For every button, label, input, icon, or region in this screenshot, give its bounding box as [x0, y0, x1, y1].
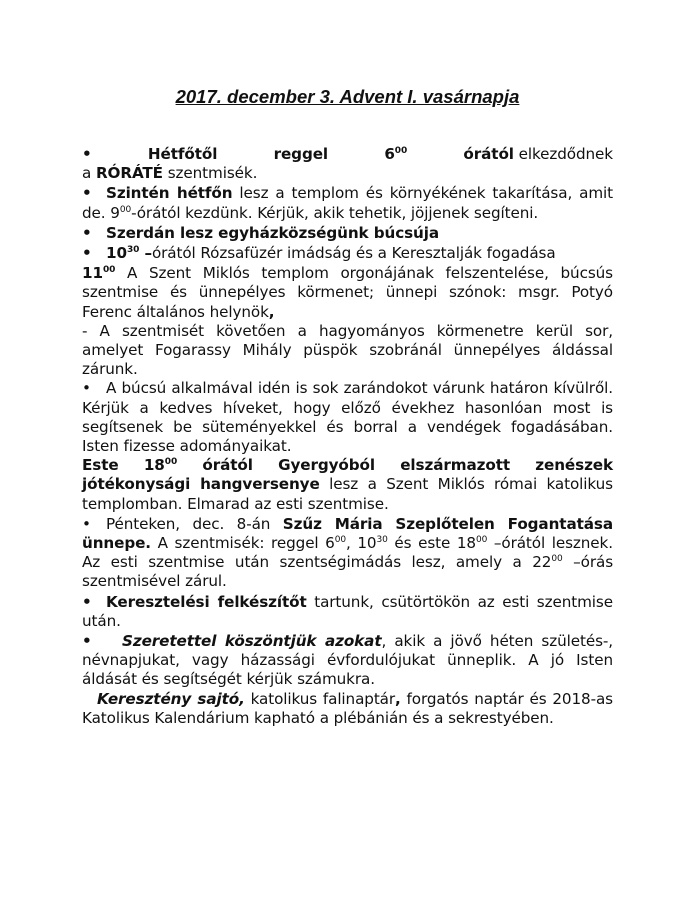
item-rosary: • $10^{30}$ –órától Rózsafüzér imádság és a Keresztalják fogadása — [82, 244, 556, 263]
item-monday-rorate — [82, 145, 613, 183]
item-greetings: • Szeretettel köszöntjük azokat, akik a jövő héten születés-, névnapjukat, vagy házassági évfordulójukat ünneplik. A jó Isten áldását és segítségét kérjük számukra. — [82, 632, 613, 689]
monday-rorate-line2: a RÓRÁTÉ szentmisék. — [82, 164, 258, 183]
item-pilgrims: • A búcsú alkalmával idén is sok zarándokot várunk határon kívülről. Kérjük a kedves híveket, hogy előző évekhez hasonlóan most is segítsenek be süteményekkel és borral a vendégek fogadásában. Isten fizesse adományaikat. — [82, 379, 613, 456]
item-monday-cleaning: • Szintén hétfőn lesz a templom és környékének takarítása, amit de. $9^{00}$-órától kezdünk. Kérjük, akik tehetik, jöjjenek segíteni. — [82, 184, 613, 222]
item-wednesday: • Szerdán lesz egyházközségünk búcsúja — [82, 223, 440, 242]
bullet-icon: • — [82, 514, 91, 533]
page-title: 2017. december 3. Advent I. vasárnapja — [175, 86, 520, 107]
bullet-icon: • — [82, 244, 92, 263]
item-organ: $11^{00}$ A Szent Miklós templom orgonájának felszentelése, búcsús szentmise és ünnepélyes körmenet; ünnepi szónok: msgr. Potyó Ferenc általános helynök, — [82, 264, 613, 321]
item-press: Keresztény sajtó, katolikus falinaptár, forgatós naptár és 2018-as Katolikus Kalendárium kapható a plébánián és a sekrestyében. — [82, 689, 613, 727]
item-friday: • Pénteken, dec. 8-án Szűz Mária Szeplőtelen Fogantatása ünnepe. A szentmisék: reggel $6^{00}$, $10^{30}$ és este $18^{00}$ –órától lesznek. Az esti szentmise után szentségimádás lesz, amely a $22^{00}$ –órás szentmisével zárul. — [82, 514, 614, 591]
item-procession: - A szentmisét követően a hagyományos körmenetre kerül sor, amelyet Fogarassy Mihály püspök szobránál ünnepélyes áldással zárunk. — [82, 321, 613, 379]
monday-rorate-line1 — [82, 145, 613, 164]
text-hetfotol: Hétfőtől — [147, 145, 218, 163]
text-hour: $6^{00}$ — [384, 145, 408, 163]
bullet-icon: • — [82, 223, 92, 242]
text-oratol: órától elkezdődnek — [463, 145, 613, 163]
text-reggel: reggel — [273, 145, 329, 163]
item-baptism: • Keresztelési felkészítőt tartunk, csütörtökön az esti szentmise után. — [82, 592, 613, 630]
bullet-icon: • — [82, 379, 91, 398]
bullet-icon: • — [82, 632, 92, 651]
bullet-icon: • — [82, 145, 92, 163]
bullet-icon: • — [82, 592, 92, 611]
item-concert: Este $18^{00}$ órától Gyergyóból elszármazott zenészek jótékonysági hangversenye lesz a Szent Miklós római katolikus templomban. Elmarad az esti szentmise. — [82, 456, 614, 513]
announcement-body — [82, 145, 613, 728]
bullet-icon: • — [82, 184, 92, 203]
